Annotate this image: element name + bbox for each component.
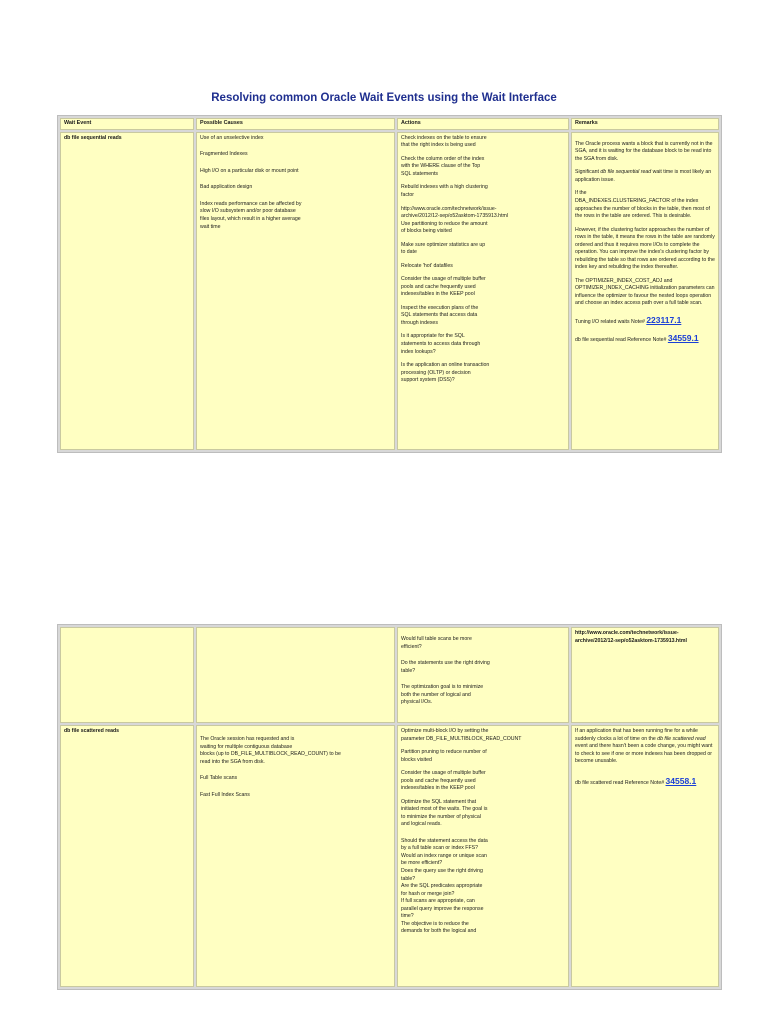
causes-cell — [196, 725, 395, 987]
remark-text: Significant db file sequential read wait time is most likely an application issue. — [575, 169, 712, 183]
remark-text: If the DBA_INDEXES.CLUSTERING_FACTOR of the index approaches the number of blocks in the table, then most of the rows in the table are ordered. This is desirable. — [575, 190, 710, 220]
cause-item: Fragmented Indexes — [200, 151, 248, 158]
causes-cell — [196, 132, 395, 450]
remark-text: The OPTIMIZER_INDEX_COST_ADJ and OPTIMIZER_INDEX_CACHING initialization parameters can influence the optimizer to favour the nested loops operation and choose an index access path over a full table scan. — [575, 277, 715, 307]
action-item: Relocate 'hot' datafiles — [401, 262, 453, 269]
action-item: Is it appropriate for the SQL statements to access data through index lookups? — [401, 333, 481, 355]
wait-event-cell — [60, 132, 194, 450]
wait-events-table-continued — [57, 624, 722, 990]
header-possible-causes: Possible Causes — [196, 118, 395, 130]
action-item: Consider the usage of multiple buffer pools and cache frequently used indexes/tables in the KEEP pool — [401, 276, 486, 298]
action-item: Would full table scans be more efficient? — [401, 636, 472, 650]
action-item: Should the statement access the data by a full table scan or index FFS? Would an index range or unique scan be more efficient? Does the query use the right driving table? Are the SQL predicates appropriate for hash or merge join? If full scans are appropriate, can parallel query improve the response time? The objective is to reduce the demands for both the logical and — [401, 837, 488, 935]
remark-text: The Oracle process wants a block that is currently not in the SGA, and it is waiting for the database block to be read into the SGA from disk. — [575, 140, 713, 162]
remark-text: If an application that has been running fine for a while suddenly clocks a lot of time on the db file scattered read event and there hasn't been a code change, you might want to check to see if one or more indexes has been dropped or become unusable. — [575, 728, 713, 765]
action-item: Partition pruning to reduce number of blocks visited — [401, 749, 487, 763]
action-item: http://www.oracle.com/technetwork/issue- archive/2012/12-sep/o52asktom-1735913.html Use partitioning to reduce the amount of blocks being visited — [401, 205, 508, 235]
remark-text: However, if the clustering factor approaches the number of rows in the table, it means the rows in the table are randomly ordered and thus it requires more I/Os to complete the operation. You can improve the index's clustering factor by rebuilding the table so that rows are ordered according to the index key and rebuilding the index thereafter. — [575, 226, 715, 271]
header-actions: Actions — [397, 118, 569, 130]
action-item: Inspect the execution plans of the SQL statements that access data through indexes — [401, 304, 479, 326]
action-item: Do the statements use the right driving table? — [401, 660, 490, 674]
table-row — [60, 725, 719, 987]
remark-note: db file scattered read Reference Note# 34558.1 — [575, 775, 697, 786]
action-item: Check indexes on the table to ensure that the right index is being used — [401, 134, 487, 149]
cause-item: Index reads performance can be affected by slow I/O subsystem and/or poor database files layout, which result in a higher average wait time — [200, 200, 302, 230]
cause-item: The Oracle session has requested and is waiting for multiple contiguous database blocks (up to DB_FILE_MULTIBLOCK_READ_COUNT) to be read into the SGA from disk. — [200, 736, 341, 765]
header-wait-event: Wait Event — [60, 118, 194, 130]
causes-cell — [196, 627, 395, 723]
action-item: Optimize the SQL statement that initiated most of the waits. The goal is to minimize the number of physical and logical reads. — [401, 798, 488, 828]
note-link-34558[interactable]: 34558.1 — [665, 775, 697, 786]
wait-event-name: db file scattered reads — [64, 728, 120, 734]
note-link-34559[interactable]: 34559.1 — [667, 333, 699, 344]
wait-event-name: db file sequential reads — [64, 134, 122, 141]
action-item: Check the column order of the index with the WHERE clause of the Top SQL statements — [401, 155, 485, 177]
action-item: Is the application an online transaction processing (OLTP) or decision support system (DSS)? — [401, 362, 490, 384]
header-remarks: Remarks — [571, 118, 719, 130]
remarks-cell — [571, 725, 719, 987]
cause-item: Use of an unselective index — [200, 134, 264, 141]
cause-item: Full Table scans — [200, 775, 238, 782]
actions-cell — [397, 132, 569, 450]
table-row — [60, 627, 719, 723]
wait-events-table — [57, 115, 722, 453]
table-row — [60, 132, 719, 450]
remarks-cell — [571, 132, 719, 450]
header-row — [60, 118, 719, 130]
cause-item: Fast Full Index Scans — [200, 791, 250, 798]
page-title: Resolving common Oracle Wait Events using the Wait Interface — [211, 92, 557, 104]
cause-item: Bad application design — [200, 184, 253, 191]
actions-cell — [397, 725, 569, 987]
remarks-cell — [571, 627, 719, 723]
action-item: The optimization goal is to minimize both the number of logical and physical I/Os. — [401, 684, 484, 706]
wait-event-cell — [60, 627, 194, 723]
wait-event-cell — [60, 725, 194, 987]
action-item: Make sure optimizer statistics are up to date — [401, 241, 486, 256]
remark-note: Tuning I/O related waits Note# 223117.1 — [575, 314, 682, 325]
remark-note: db file sequential read Reference Note# 34559.1 — [575, 333, 699, 344]
note-link-223117[interactable]: 223117.1 — [646, 314, 682, 325]
remark-url: http://www.oracle.com/technetwork/issue- archive/2012/12-sep/o52asktom-1735913.html — [575, 630, 687, 644]
action-item: Rebuild indexes with a high clustering factor — [401, 184, 488, 199]
action-item: Optimize multi-block I/O by setting the parameter DB_FILE_MULTIBLOCK_READ_COUNT — [401, 728, 522, 742]
actions-cell — [397, 627, 569, 723]
action-item: Consider the usage of multiple buffer pools and cache frequently used indexes/tables in the KEEP pool — [401, 770, 486, 792]
cause-item: High I/O on a particular disk or mount point — [200, 167, 299, 174]
